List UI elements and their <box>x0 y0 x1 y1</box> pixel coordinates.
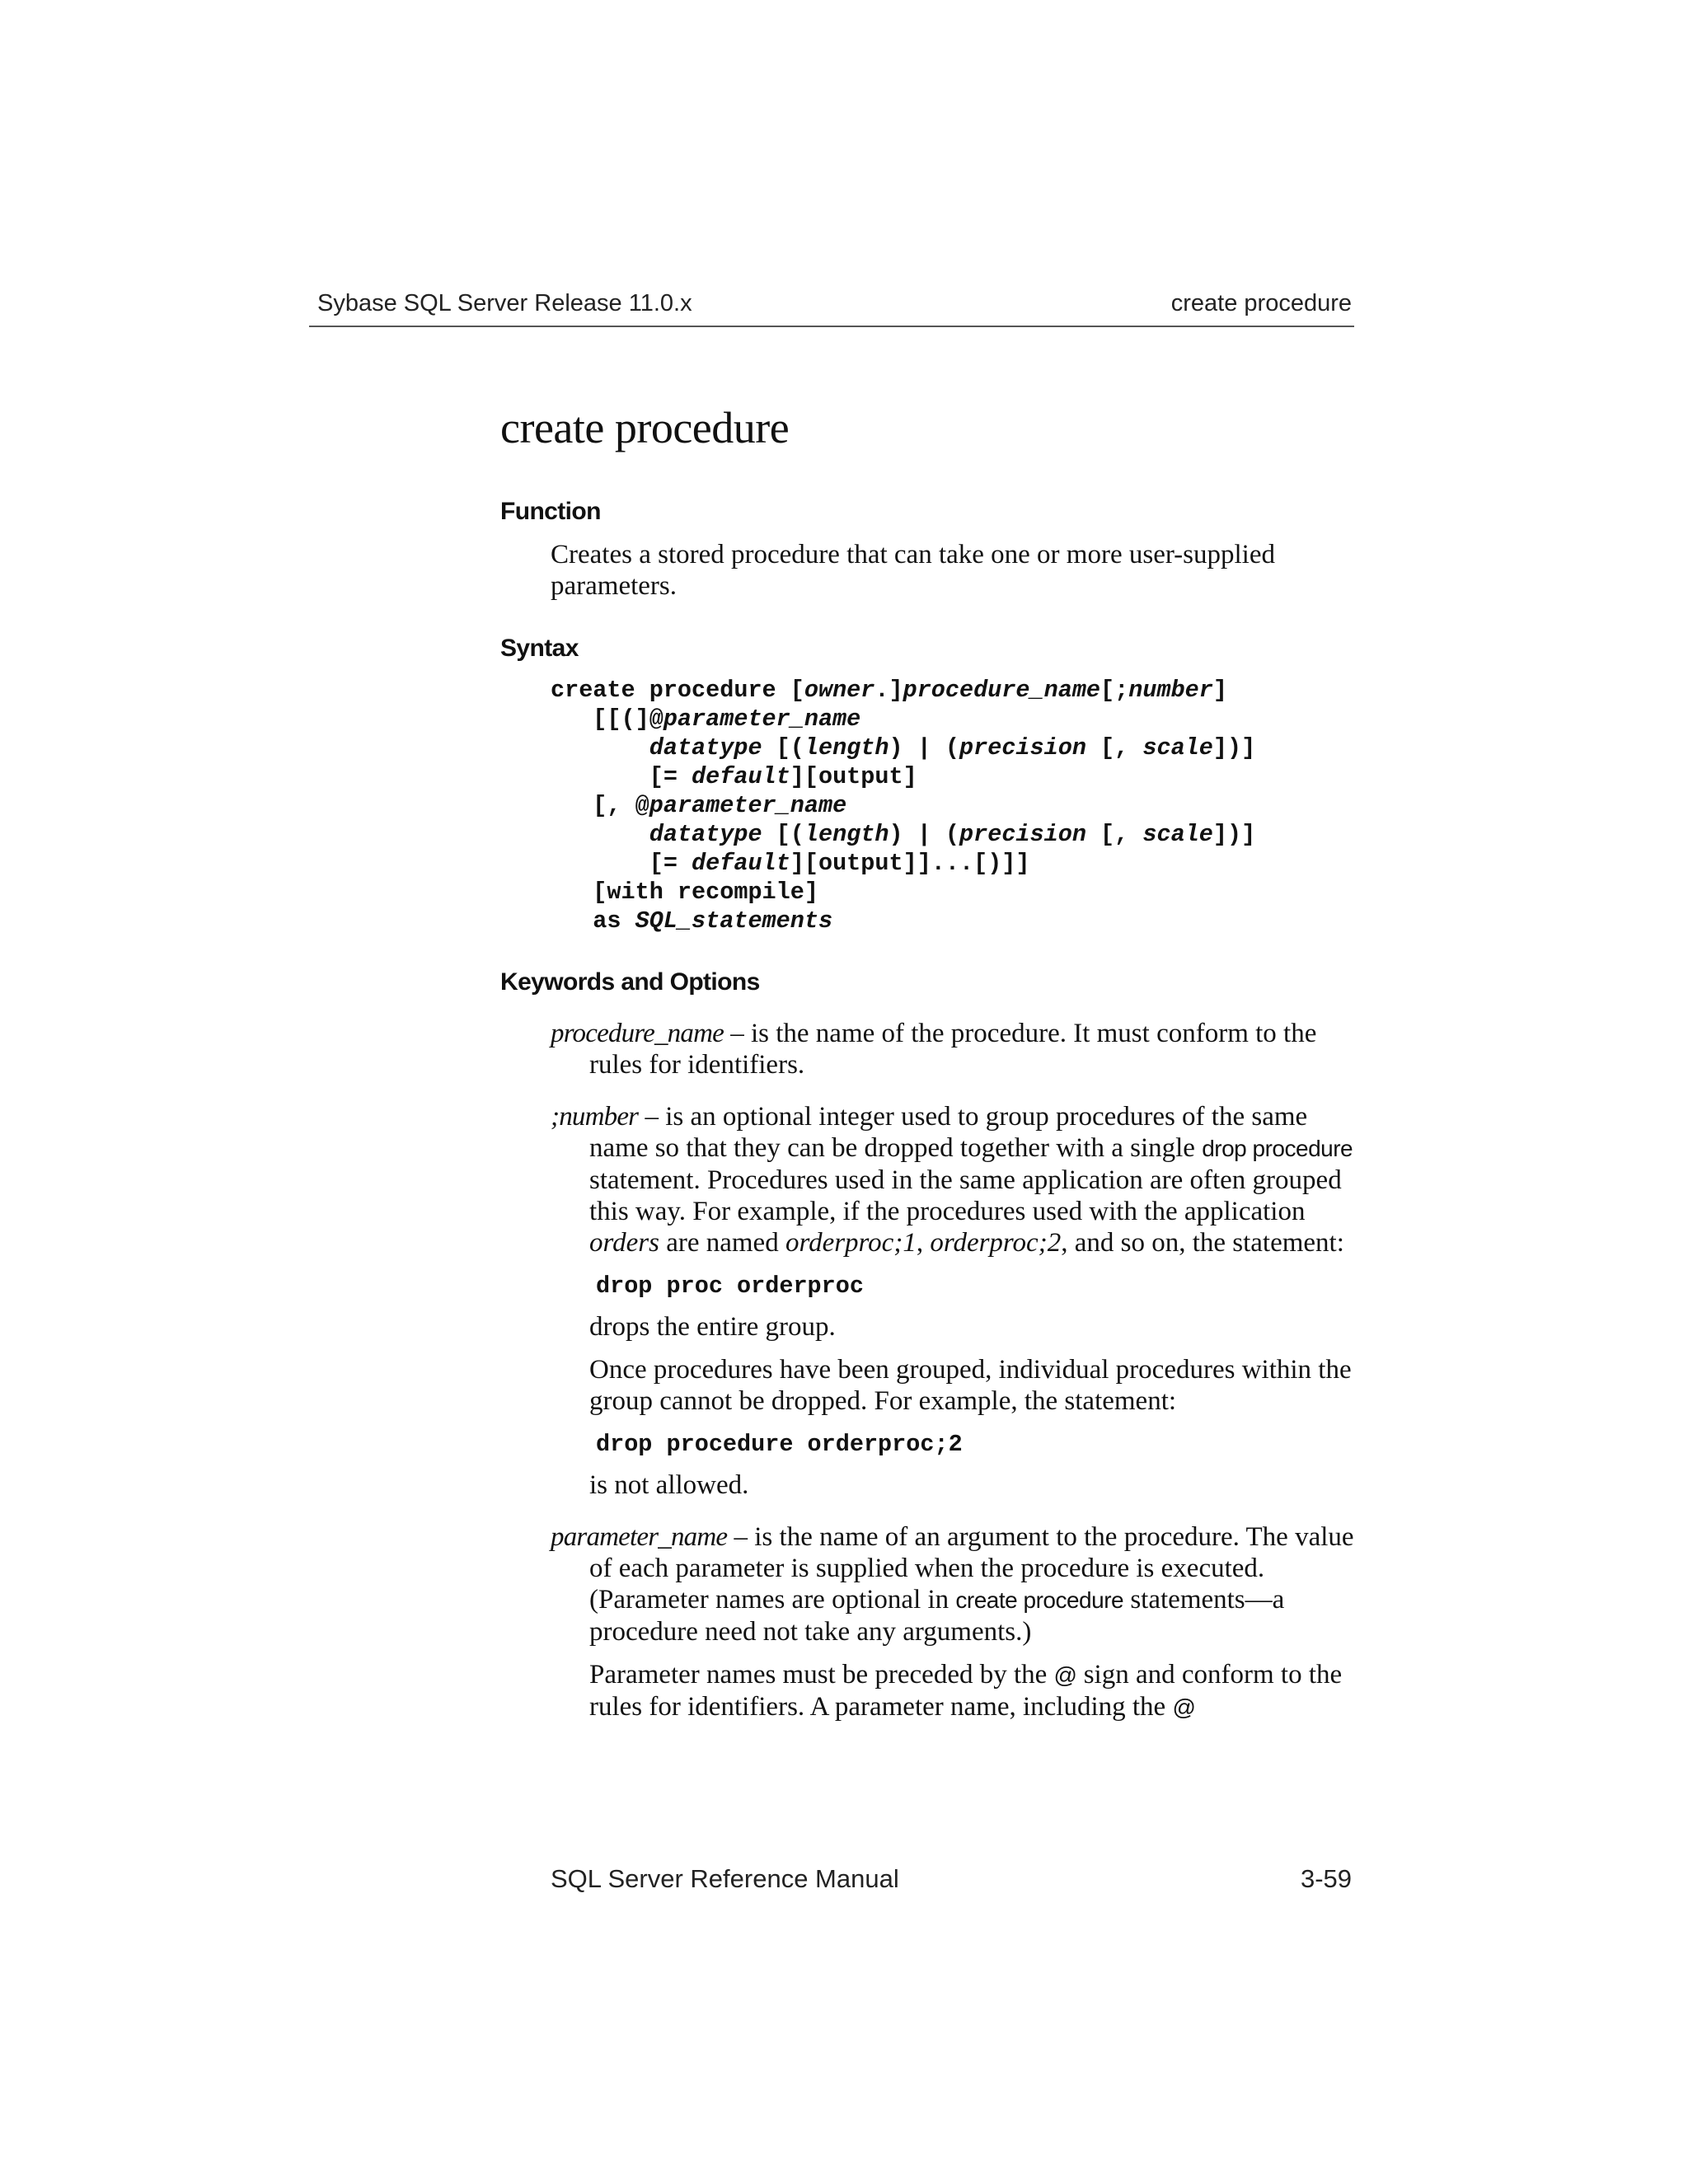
keyword-text: statement. Procedures used in the same application are often grouped this way. For example, if the procedures used with the application <box>589 1165 1342 1226</box>
syntax-line-9 <box>551 907 1357 935</box>
header-topic: create procedure <box>1170 290 1352 316</box>
syntax-text: ][output]]...[)]] <box>790 850 1030 877</box>
syntax-text: [; <box>1100 677 1129 704</box>
syntax-line-7 <box>551 849 1357 878</box>
syntax-text: [( <box>762 734 804 762</box>
keyword-procedure-name <box>551 1018 1357 1080</box>
syntax-placeholder: parameter_name <box>649 792 847 819</box>
syntax-text: ) | ( <box>889 821 960 848</box>
syntax-placeholder: length <box>804 821 889 848</box>
paragraph: Once procedures have been grouped, individual procedures within the group cannot be dropped. For example, the statement: <box>589 1355 1352 1416</box>
keyword-text: are named <box>659 1228 785 1258</box>
page-number: 3-59 <box>1300 1864 1352 1893</box>
syntax-text: create procedure [ <box>551 677 804 704</box>
paragraph-text: Parameter names must be preceded by the <box>589 1660 1054 1690</box>
procedure-name: orderproc;2 <box>930 1228 1062 1258</box>
syntax-placeholder: default <box>692 850 790 877</box>
syntax-text: ) | ( <box>889 734 960 762</box>
syntax-line-1 <box>551 676 1357 705</box>
paragraph-text: sign and conform to the rules for identifiers. A parameter name, including the <box>589 1660 1343 1722</box>
code-example: drop procedure orderproc;2 <box>596 1431 963 1458</box>
syntax-text: [, <box>1085 734 1143 762</box>
syntax-text: [, @ <box>551 792 649 819</box>
command-name: drop procedure <box>1202 1136 1353 1161</box>
syntax-line-8: [with recompile] <box>551 879 818 906</box>
syntax-placeholder: precision <box>959 734 1086 762</box>
code-example: drop proc orderproc <box>596 1272 864 1300</box>
table-name: orders <box>589 1228 659 1258</box>
at-sign: @ <box>1053 1662 1077 1688</box>
paragraph: is not allowed. <box>589 1470 749 1500</box>
syntax-text: [[(]@ <box>551 705 663 733</box>
keywords-heading: Keywords and Options <box>500 968 760 996</box>
syntax-placeholder: owner <box>804 677 875 704</box>
syntax-line-5 <box>551 791 1357 820</box>
syntax-placeholder: scale <box>1142 734 1213 762</box>
syntax-text: ] <box>1212 677 1227 704</box>
syntax-heading: Syntax <box>500 635 579 662</box>
syntax-placeholder: datatype <box>649 821 762 848</box>
keyword-term: procedure_name <box>551 1019 724 1048</box>
header-divider <box>309 326 1354 327</box>
keyword-description <box>551 1018 1357 1080</box>
syntax-placeholder: precision <box>959 821 1086 848</box>
page-content <box>500 402 1357 1744</box>
syntax-text: ][output] <box>790 763 917 790</box>
keyword-text: , and so on, the statement: <box>1061 1228 1344 1258</box>
syntax-text: ])] <box>1212 821 1256 848</box>
syntax-block <box>551 676 1357 935</box>
header-product: Sybase SQL Server Release 11.0.x <box>317 290 692 316</box>
function-section <box>500 498 1357 602</box>
keyword-text: – is the name of the procedure. It must conform to the rules for identifiers. <box>589 1019 1317 1080</box>
syntax-line-3 <box>551 733 1357 762</box>
running-footer <box>551 1864 1352 1894</box>
keyword-description <box>551 1521 1357 1647</box>
syntax-placeholder: scale <box>1142 821 1213 848</box>
syntax-text <box>551 734 649 762</box>
syntax-text: as <box>551 907 635 935</box>
keyword-text: , <box>916 1228 931 1258</box>
keyword-text: – is the name of an argument to the procedure. The value of each parameter is supplied when the procedure is executed. (Parameter names are optional in <box>589 1522 1354 1615</box>
keyword-term: parameter_name <box>551 1522 728 1552</box>
syntax-text: ])] <box>1212 734 1256 762</box>
syntax-text: .] <box>874 677 903 704</box>
syntax-line-4 <box>551 762 1357 791</box>
syntax-placeholder: parameter_name <box>663 705 861 733</box>
syntax-text: [, <box>1085 821 1143 848</box>
keyword-term: ;number <box>551 1102 639 1132</box>
command-name: create procedure <box>955 1587 1124 1613</box>
syntax-placeholder: default <box>692 763 790 790</box>
keywords-section <box>500 968 1357 1723</box>
syntax-text <box>551 821 649 848</box>
function-heading: Function <box>500 498 601 525</box>
syntax-placeholder: SQL_statements <box>635 907 833 935</box>
keyword-parameter-name <box>551 1521 1357 1723</box>
running-header <box>317 290 1352 317</box>
syntax-placeholder: length <box>804 734 889 762</box>
paragraph <box>551 1659 1357 1723</box>
syntax-placeholder: datatype <box>649 734 762 762</box>
at-sign: @ <box>1172 1694 1196 1720</box>
syntax-line-2 <box>551 705 1357 733</box>
syntax-text: [= <box>551 850 692 877</box>
page-title: create procedure <box>500 403 790 452</box>
syntax-line-6 <box>551 820 1357 849</box>
keywords-list <box>551 1018 1357 1723</box>
keyword-text: – is an optional integer used to group procedures of the same name so that they can be dropped together with a single <box>589 1102 1308 1163</box>
syntax-section <box>500 635 1357 935</box>
keyword-number <box>551 1101 1357 1501</box>
keyword-text: statements—a procedure need not take any arguments.) <box>589 1585 1285 1647</box>
keyword-description <box>551 1101 1357 1258</box>
footer-manual-title: SQL Server Reference Manual <box>551 1864 899 1893</box>
syntax-placeholder: number <box>1128 677 1213 704</box>
procedure-name: orderproc;1 <box>785 1228 917 1258</box>
paragraph: drops the entire group. <box>589 1312 836 1342</box>
syntax-text: [( <box>762 821 804 848</box>
function-text: Creates a stored procedure that can take one or more user-supplied parameters. <box>551 540 1275 601</box>
syntax-placeholder: procedure_name <box>903 677 1101 704</box>
syntax-text: [= <box>551 763 692 790</box>
